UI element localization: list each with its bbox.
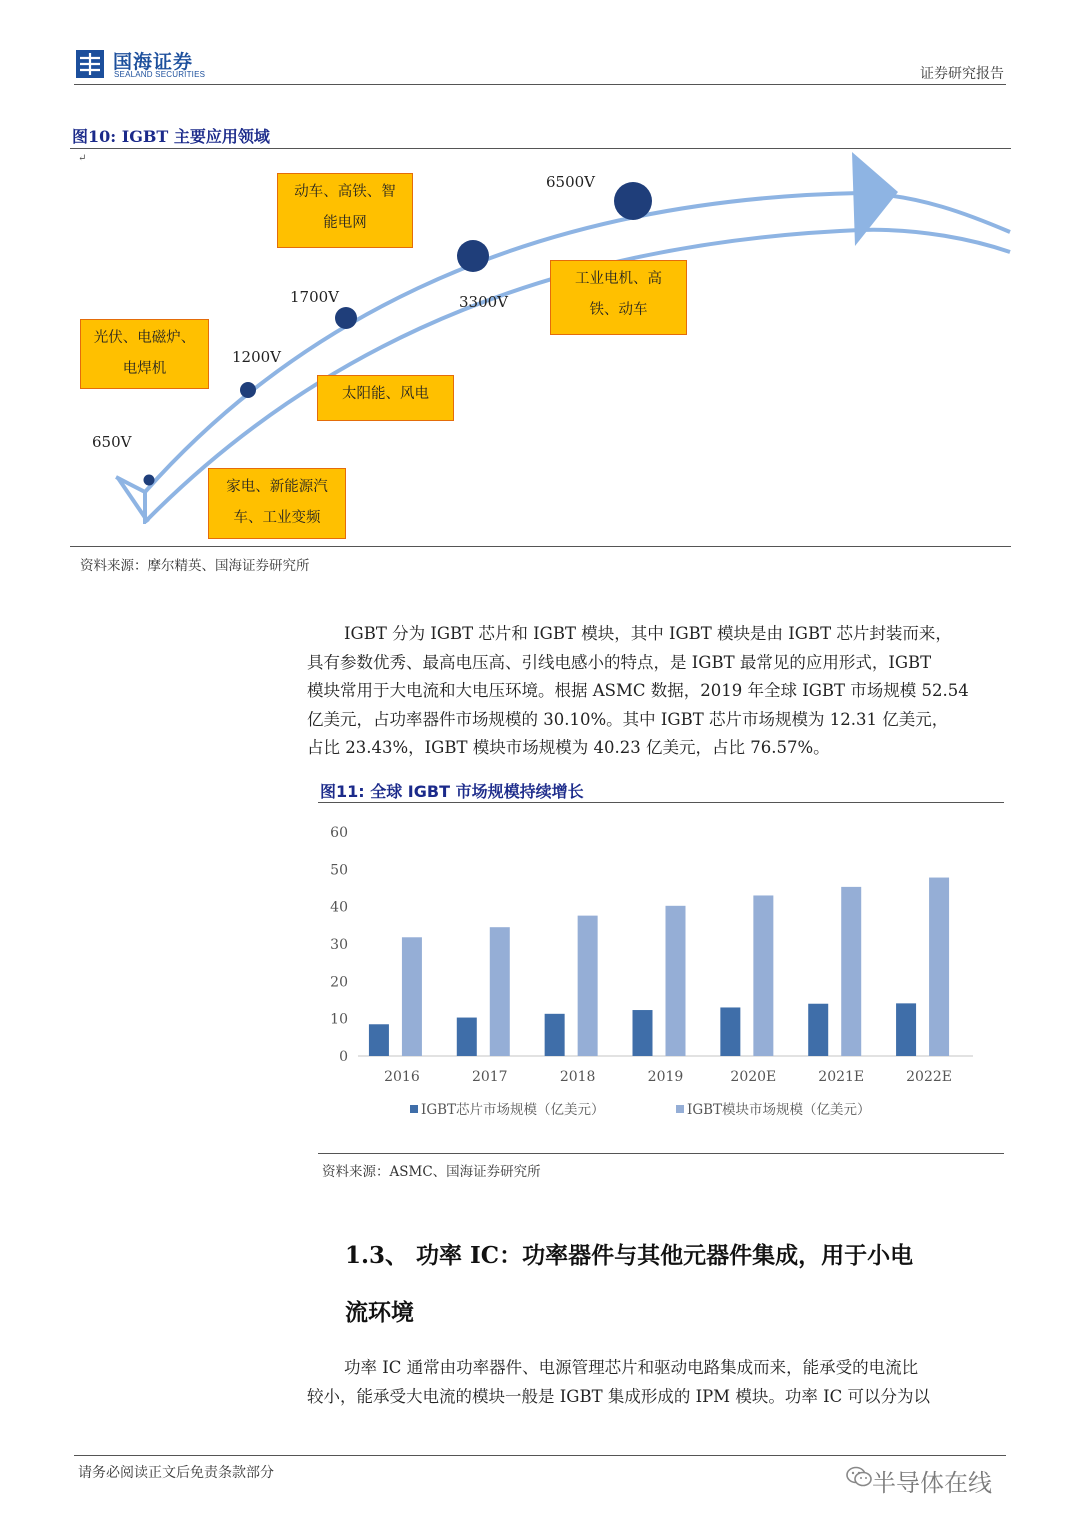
y-tick-label: 0 [339, 1049, 348, 1065]
company-logo-icon [76, 50, 104, 78]
figure10-source: 资料来源：摩尔精英、国海证券研究所 [80, 558, 310, 574]
application-box-pv: 光伏、电磁炉、 电焊机 [80, 319, 209, 389]
y-tick-label: 50 [330, 862, 348, 879]
x-tick-label: 2022E [906, 1069, 953, 1085]
paragraph-igbt-market: IGBT 分为 IGBT 芯片和 IGBT 模块，其中 IGBT 模块是由 IGBT 芯片封装而来， 具有参数优秀、最高电压高、引线电感小的特点，是 IGBT 最常见的应用形式，IGBT 模块常用于大电流和大电压环境。根据 ASMC 数据，2019 年全球 IGBT 市场规模 52.54 亿美元，占功率器件市场规模的 30.10%。其中 IGBT 芯片市场规模为 12.31 亿美元， 占比 23.43%，IGBT 模块市场规模为 40.23 亿美元，占比 76.57%。 [307, 624, 969, 757]
x-tick-label: 2020E [730, 1069, 777, 1085]
voltage-label-6500v: 6500V [546, 173, 596, 191]
bar-module-2018 [578, 916, 598, 1056]
dot-650v [144, 475, 155, 486]
footer-disclaimer: 请务必阅读正文后免责条款部分 [78, 1465, 274, 1481]
y-tick-label: 20 [330, 974, 348, 991]
company-name-cn: 国海证券 [113, 51, 194, 73]
dot-1700v [335, 307, 357, 329]
section-heading: 1.3、 功率 IC：功率器件与其他元器件集成，用于小电 流环境 [345, 1242, 914, 1326]
legend-swatch-0 [410, 1105, 418, 1113]
dot-3300v [457, 240, 489, 272]
bar-chip-2020E [720, 1007, 740, 1056]
bar-module-2022E [929, 878, 949, 1056]
figure11-title: 图11: 全球 IGBT 市场规模持续增长 [320, 782, 584, 801]
figure11-top-rule [318, 802, 1004, 803]
x-tick-label: 2019 [647, 1069, 684, 1085]
y-tick-label: 10 [330, 1011, 348, 1028]
document-type: 证券研究报告 [920, 66, 1004, 82]
y-tick-label: 60 [330, 825, 348, 841]
dot-1200v [240, 382, 256, 398]
bar-module-2021E [841, 887, 861, 1056]
dot-6500v [614, 182, 652, 220]
bar-chip-2016 [369, 1024, 389, 1056]
voltage-label-3300v: 3300V [459, 293, 509, 311]
header-divider [74, 84, 1006, 85]
wechat-icon [846, 1466, 872, 1492]
legend-swatch-1 [676, 1105, 684, 1113]
bar-chip-2022E [896, 1003, 916, 1056]
x-tick-label: 2016 [384, 1069, 420, 1085]
x-tick-label: 2018 [559, 1069, 596, 1085]
paragraph-power-ic: 功率 IC 通常由功率器件、电源管理芯片和驱动电路集成而来，能承受的电流比 较小，能承受大电流的模块一般是 IGBT 集成形成的 IPM 模块。功率 IC 可以分为以 [307, 1358, 930, 1406]
bar-chip-2019 [633, 1010, 653, 1056]
application-box-solar: 太阳能、风电 [317, 375, 454, 421]
bar-chip-2017 [457, 1018, 477, 1056]
voltage-label-1700v: 1700V [290, 288, 340, 306]
bar-module-2019 [666, 906, 686, 1056]
legend-label-1: IGBT模块市场规模（亿美元） [687, 1102, 871, 1118]
y-tick-label: 30 [330, 937, 348, 953]
figure10-title: 图10: IGBT 主要应用领域 [72, 127, 270, 146]
application-box-motor: 工业电机、高 铁、动车 [550, 260, 687, 335]
watermark-text: 半导体在线 [872, 1469, 992, 1497]
figure10-top-rule [70, 148, 1011, 149]
company-name-en: SEALAND SECURITIES [114, 70, 206, 79]
figure10-bottom-rule [70, 546, 1011, 547]
bar-module-2016 [402, 937, 422, 1056]
x-tick-label: 2021E [818, 1069, 865, 1085]
voltage-label-650v: 650V [92, 433, 132, 451]
return-mark: ↵ [78, 153, 87, 164]
igbt-market-bar-chart [318, 815, 1008, 1135]
legend-label-0: IGBT芯片市场规模（亿美元） [421, 1102, 605, 1118]
x-tick-label: 2017 [471, 1069, 508, 1085]
application-box-grid: 动车、高铁、智 能电网 [277, 173, 413, 248]
figure11-source: 资料来源：ASMC、国海证券研究所 [322, 1164, 541, 1180]
bar-module-2017 [490, 927, 510, 1056]
bar-module-2020E [753, 895, 773, 1056]
figure11-bottom-rule [318, 1153, 1004, 1154]
bar-chip-2021E [808, 1004, 828, 1056]
bar-chip-2018 [545, 1014, 565, 1056]
application-box-appliance: 家电、新能源汽 车、工业变频 [208, 468, 346, 539]
footer-divider [74, 1455, 1006, 1456]
voltage-label-1200v: 1200V [232, 348, 282, 366]
y-tick-label: 40 [330, 899, 348, 916]
